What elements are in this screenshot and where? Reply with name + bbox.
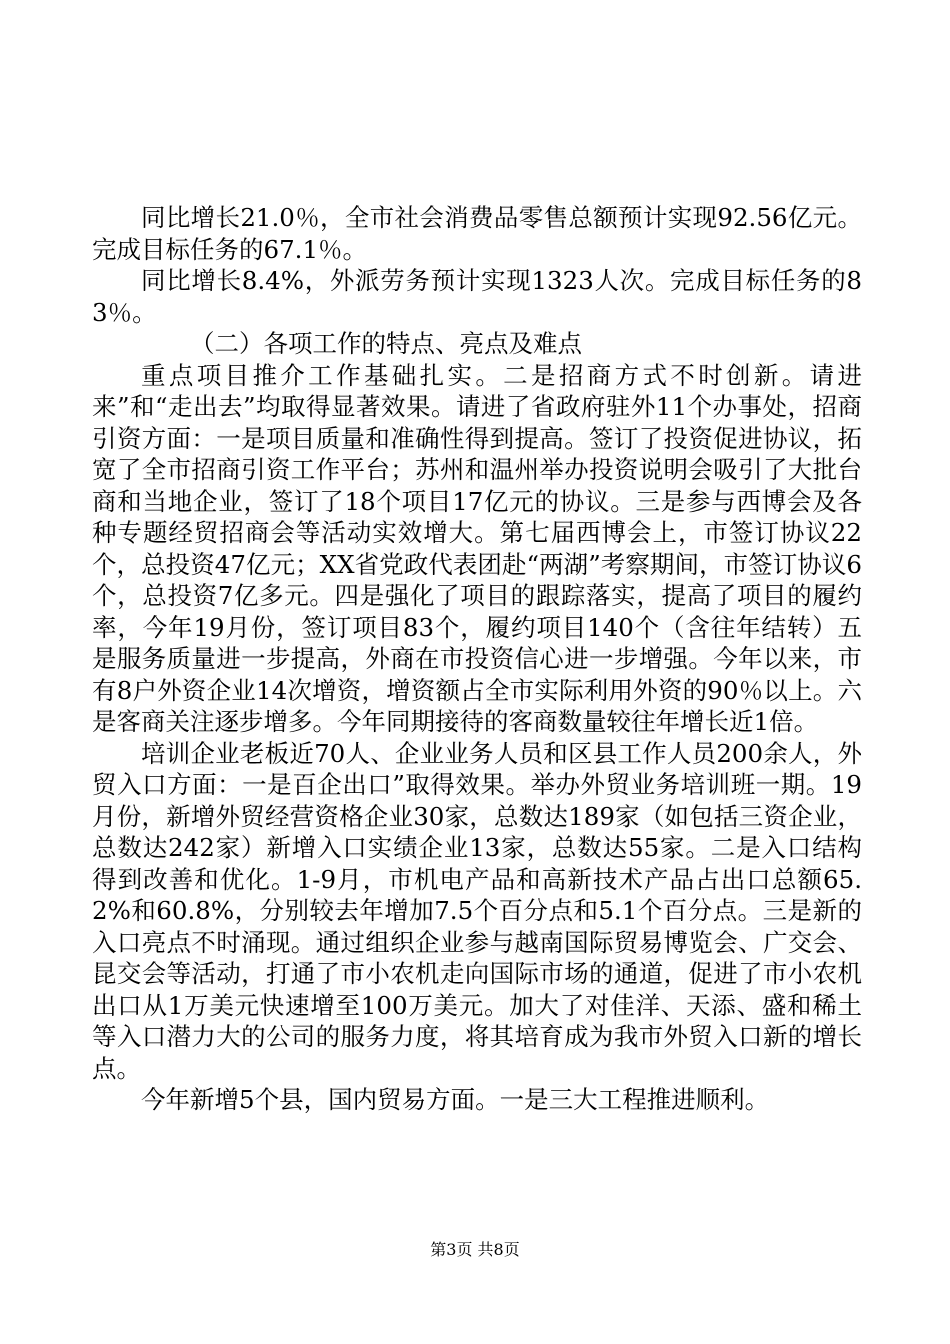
paragraph-investment: 重点项目推介工作基础扎实。二是招商方式不时创新。请进来”和“走出去”均取得显著效果。请进了省政府驻外11个办事处，招商引资方面：一是项目质量和准确性得到提高。签订了投资促进协议，拓宽了全市招商引资工作平台；苏州和温州举办投资说明会吸引了大批台商和当地企业，签订了18个项目17亿元的协议。三是参与西博会及各种专题经贸招商会等活动实效增大。第七届西博会上，市签订协议22个，总投资47亿元；XX省党政代表团赴“两湖”考察期间，市签订协议6个，总投资7亿多元。四是强化了项目的跟踪落实，提高了项目的履约率，今年19月份，签订项目83个，履约项目140个（含往年结转）五是服务质量进一步提高，外商在市投资信心进一步增强。今年以来，市有8户外资企业14次增资，增资额占全市实际利用外资的90％以上。六是客商关注逐步增多。今年同期接待的客商数量较往年增长近1倍。	[92, 360, 862, 736]
section-heading: （二）各项工作的特点、亮点及难点	[190, 329, 582, 358]
page-number-footer: 第3页 共8页	[430, 1240, 520, 1259]
document-body	[92, 202, 862, 1116]
paragraph-retail-sales: 同比增长21.0％，全市社会消费品零售总额预计实现92.56亿元。完成目标任务的67.1％。	[92, 203, 862, 264]
paragraph-foreign-trade: 培训企业老板近70人、企业业务人员和区县工作人员200余人，外贸入口方面：一是百企出口”取得效果。举办外贸业务培训班一期。19月份，新增外贸经营资格企业30家，总数达189家（如包括三资企业，总数达242家）新增入口实绩企业13家，总数达55家。二是入口结构得到改善和优化。1-9月，市机电产品和高新技术产品占出口总额65.2%和60.8%，分别较去年增加7.5个百分点和5.1个百分点。三是新的入口亮点不时涌现。通过组织企业参与越南国际贸易博览会、广交会、昆交会等活动，打通了市小农机走向国际市场的通道，促进了市小农机出口从1万美元快速增至100万美元。加大了对佳洋、天添、盛和稀土等入口潜力大的公司的服务力度，将其培育成为我市外贸入口新的增长点。	[92, 738, 862, 1083]
paragraph-domestic-trade: 今年新增5个县，国内贸易方面。一是三大工程推进顺利。	[141, 1085, 770, 1114]
paragraph-labor-export: 同比增长8.4%，外派劳务预计实现1323人次。完成目标任务的83％。	[92, 266, 862, 327]
